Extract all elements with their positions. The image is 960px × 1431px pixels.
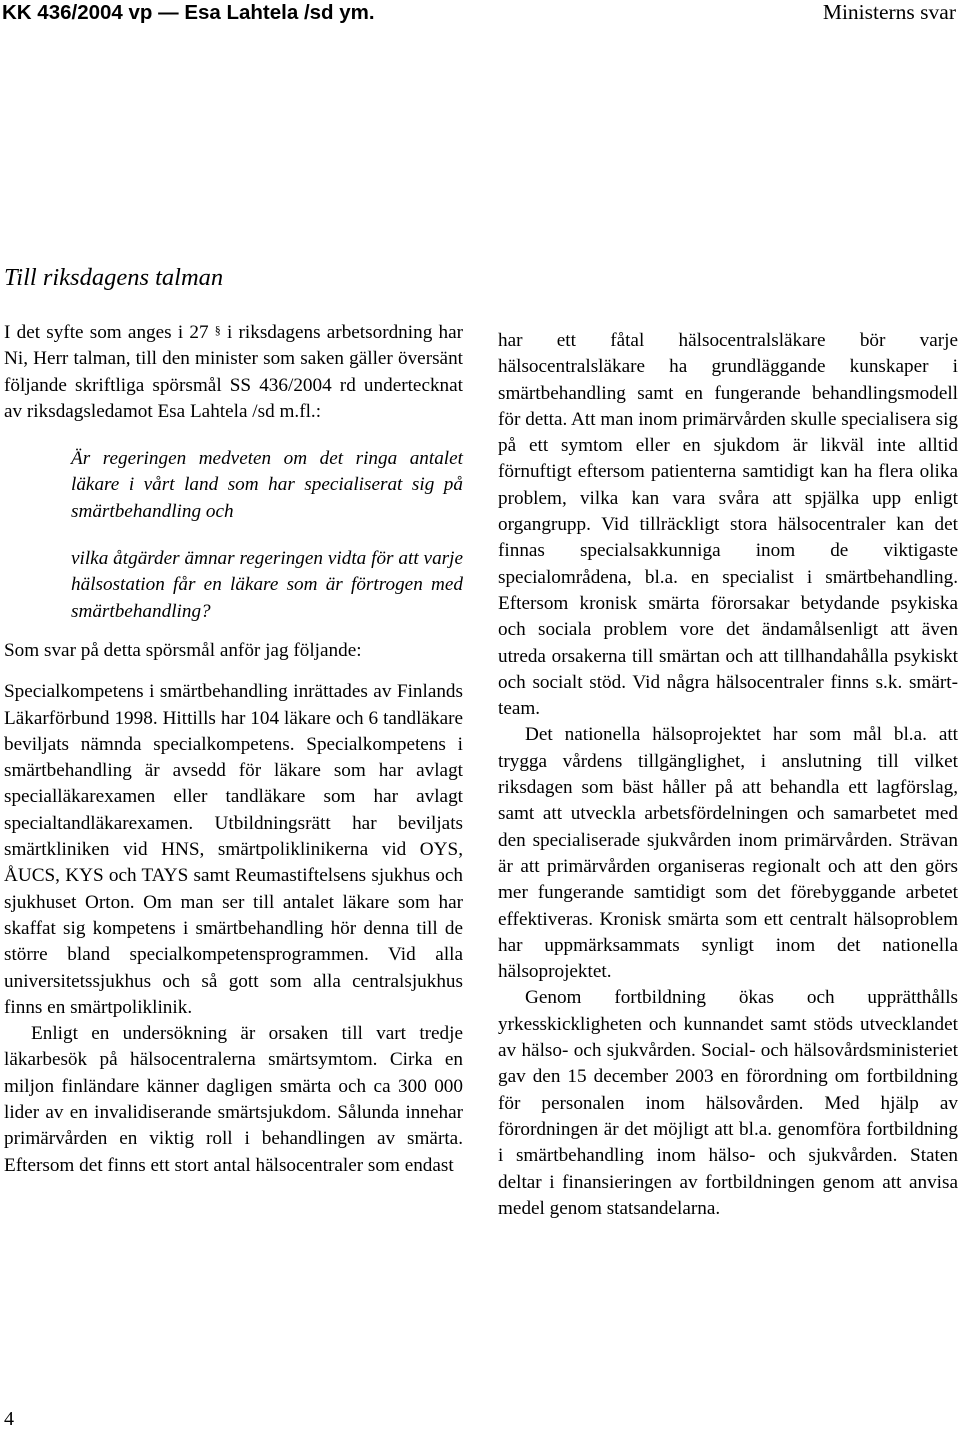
header-document-reference: KK 436/2004 vp — Esa Lahtela /sd ym. bbox=[2, 1, 375, 24]
intro-text-start: I det syfte som anges i 27 bbox=[4, 322, 209, 343]
page-title: Till riksdagens talman bbox=[4, 264, 224, 291]
header-section-label: Ministerns svar bbox=[822, 0, 956, 24]
right-column bbox=[498, 328, 958, 1222]
page-header bbox=[0, 0, 960, 30]
footnote-marker: § bbox=[214, 323, 221, 337]
page-number: 4 bbox=[4, 1408, 14, 1430]
question-2: vilka åtgärder ämnar regeringen vidta för att varje hälsostation får en läkare som är förtrogen med smärtbehandling? bbox=[71, 548, 463, 622]
answer-paragraph-2: Enligt en undersökning är orsaken till vart tredje läkarbesök på hälsocentralerna smärtsymtom. Cirka en miljon finländare känner dagligen smärta och ca 300 000 lider av en invalidiserande smärtsjukdom. Sålunda innehar primärvården en viktig roll i behandlingen av smärta. Eftersom det finns ett stort antal hälsocentraler som endast bbox=[4, 1023, 463, 1176]
intro-text-end: i riksdagens arbetsordning har Ni, Herr talman, till den minister som saken gäller översänt följande skriftliga spörsmål SS 436/2004 rd undertecknat av riksdagsledamot Esa Lahtela /sd m.fl.: bbox=[4, 322, 464, 422]
answer-paragraph-1: Specialkompetens i smärtbehandling inrättades av Finlands Läkarförbund 1998. Hittills har 104 läkare och 6 tandläkare beviljats nämnda specialkompetens. Specialkompetens i smärtbehandling är avsedd för läkare som har avlagt specialläkarexamen eller tandläkare som har avlagt specialtandläkarexamen. Utbildningsrätt har beviljats smärtkliniken vid HNS, smärtpoliklinikerna vid OYS, ÅUCS, KYS och TAYS samt Reumastiftelsens sjukhus och sjukhuset Orton. Om man ser till antalet läkare som har skaffat sig kompetens i smärtbehandling hör denna till de större bland specialkompetensprogrammen. Vid alla universitetssjukhus och så gott som alla centralsjukhus finns en smärtpoliklinik. bbox=[4, 681, 463, 1018]
answer-paragraph-3: har ett fåtal hälsocentralsläkare bör varje hälsocentralsläkare ha grundläggande kunskaper i smärtbehandling samt en fungerande behandlingsmodell för detta. Att man inom primärvården skulle specialisera sig på ett symtom eller en sjukdom är likväl inte alltid förnuftigt eftersom patienterna samtidigt kan ha flera olika problem, vilka kan vara svåra att spjälka upp enligt organgrupp. Vid tillräckligt stora hälsocentraler kan det finnas specialsakkunniga inom de viktigaste specialområdena, bl.a. en specialist i smärtbehandling. Eftersom kronisk smärta förorsakar betydande psykiska och sociala problem vore det ändamålsenligt att även utreda orsakerna till smärtan och att tillhandahålla psykiskt och socialt stöd. Vid några hälsocentraler finns s.k. smärt-team. bbox=[498, 330, 958, 720]
question-1: Är regeringen medveten om det ringa antalet läkare i vårt land som har specialiserat sig på smärtbehandling och bbox=[71, 448, 463, 522]
intro-paragraph bbox=[4, 320, 463, 425]
answer-paragraph-5: Genom fortbildning ökas och upprätthålls yrkesskickligheten och kunnandet samt stöds utvecklandet av hälso- och sjukvården. Social- och hälsovårdsministeriet gav den 15 december 2003 en förordning om fortbildning för personalen inom hälsovården. Med hjälp av förordningen är det möjligt att bl.a. genomföra fortbildning i smärtbehandling inom hälso- och sjukvården. Staten deltar i finansieringen av fortbildningen genom att anvisa medel genom statsandelarna. bbox=[498, 987, 958, 1219]
left-column bbox=[4, 320, 463, 1179]
answer-intro: Som svar på detta spörsmål anför jag följande: bbox=[4, 639, 362, 661]
answer-paragraph-4: Det nationella hälsoprojektet har som mål bl.a. att trygga vårdens tillgänglighet, i anslutning till vilket riksdagen som bäst håller på att behandla ett lagförslag, samt att utveckla arbetsfördelningen och samarbetet med den specialiserade sjukvården inom primärvården. Strävan är att primärvården organiseras regionalt och att den görs mer fungerande samtidigt som det förebyggande arbetet effektiveras. Kronisk smärta som ett centralt hälsoproblem har uppmärksammats synligt inom det nationella hälsoprojektet. bbox=[498, 724, 958, 983]
